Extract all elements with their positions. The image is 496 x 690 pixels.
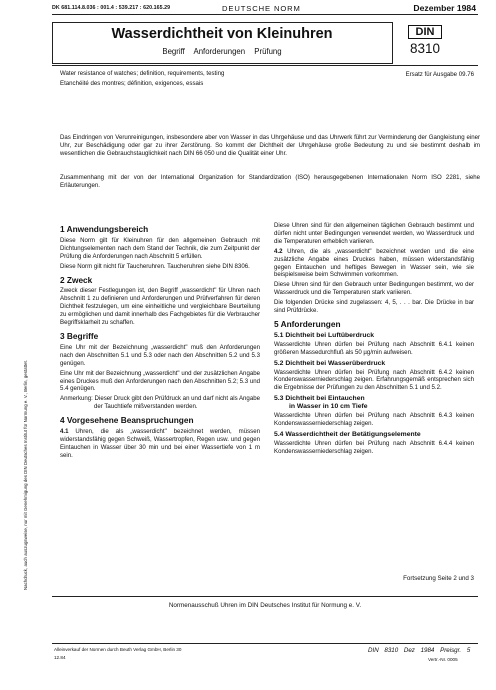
clause-text: Uhren, die als „wasserdicht" bezeichnet werden und die eine zusätzliche Angabe eines Druckes haben, müssen widerstandsfähig gegen Eintauchen und heftiges Bewegen in Wasser sein, wie sie beispielsweise beim Schwimmen vorkommen. <box>274 247 474 279</box>
section-3-heading: 3 Begriffe <box>60 330 99 341</box>
left-column <box>60 220 260 462</box>
section-1-paragraph: Diese Norm gilt für Kleinuhren für den allgemeinen Gebrauch mit Dichtungselementen nach dem Stand der Technik, die zum Zeitpunkt der Prüfung die Anforderungen nach Abschnitt 5 erfüllen. <box>60 236 260 260</box>
header-rule <box>52 14 478 15</box>
clause-text: Uhren, die als „wasserdicht" bezeichnet werden, müssen widerstandsfähig gegen Schweiß, Wassertropfen, Regen usw. und gegen Eintauchen in Wasser über 30 min und bei einer Wassertiefe von 1 m sein. <box>60 428 260 459</box>
reprint-notice: Nachdruck, auch auszugsweise, nur mit Genehmigung des DIN Deutsches Institut für Normung e. V., Berlin, gestattet. <box>23 359 28 590</box>
section-5-1-heading: 5.1 Dichtheit bei Luftüberdruck <box>274 331 375 339</box>
section-3-note: Anmerkung: Dieser Druck gibt den Prüfdruck an und darf nicht als Angabe der Tauchtiefe mißverstanden werden. <box>60 395 260 411</box>
french-title: Etanchéité des montres; définition, exigences, essais <box>60 80 204 87</box>
norm-label: DEUTSCHE NORM <box>222 4 301 13</box>
section-3-paragraph: Eine Uhr mit der Bezeichnung „wasserdicht" und der zusätzlichen Angabe eines Druckes muß den Anforderungen nach den Abschnitten 5.2; 5.3 und 5.4 genügen. <box>60 369 260 393</box>
section-5-3-heading: 5.3 Dichtheit bei Eintauchen <box>274 395 365 403</box>
committee-rule <box>52 596 478 597</box>
dk-classification: DK 681.114.8.036 : 001.4 : 539.217 : 620.165.29 <box>52 5 171 11</box>
document-reference: DIN 8310 Dez 1984 Preisgr. 5 <box>368 647 471 654</box>
document-title: Wasserdichtheit von Kleinuhren <box>111 26 333 42</box>
section-5-4-heading: 5.4 Wasserdichtheit der Betätigungselemente <box>274 430 421 438</box>
section-4-2-paragraph: Diese Uhren sind für den Gebrauch unter Bedingungen bestimmt, wo der Wasserdruck und die Temperaturen stark variieren. <box>274 281 474 297</box>
clause-number: 4.2 <box>274 247 283 255</box>
section-1-heading: 1 Anwendungsbereich <box>60 224 149 234</box>
section-4-2-paragraph <box>274 248 474 280</box>
print-code: 12.84 <box>54 655 66 660</box>
section-5-3-paragraph: Wasserdichte Uhren dürfen bei Prüfung nach Abschnitt 6.4.3 keinen Kondenswasserniederschlag zeigen. <box>274 412 474 427</box>
continuation-note: Fortsetzung Seite 2 und 3 <box>403 575 474 582</box>
section-4-heading: 4 Vorgesehene Beanspruchungen <box>60 415 194 426</box>
right-column <box>274 222 474 458</box>
section-1-paragraph: Diese Norm gilt nicht für Taucheruhren. Taucheruhren siehe DIN 8306. <box>60 262 250 270</box>
replacement-note: Ersatz für Ausgabe 09.76 <box>405 71 474 78</box>
intro-paragraph: Das Eindringen von Verunreinigungen, insbesondere aber von Wasser in das Uhrgehäuse und das Uhrwerk führt zur Verminderung der Gangleistung einer Uhr, zur Beschädigung oder gar zu ihrer Zerstörung. So kommt der Dichtheit der Uhrgehäuse große Bedeutung zu und sie bestimmt deshalb im wesentlichen die Gebrauchstauglichkeit nach DIN 66 050 und die Qualität einer Uhr. <box>60 134 480 158</box>
section-5-2-heading: 5.2 Dichtheit bei Wasserüberdruck <box>274 359 386 367</box>
section-5-1-paragraph: Wasserdichte Uhren dürfen bei Prüfung nach Abschnitt 6.4.1 keinen größeren Massedurchfluß als 50 µg/min aufweisen. <box>274 340 474 356</box>
section-4-1-continuation: Diese Uhren sind für den allgemeinen täglichen Gebrauch bestimmt und dürfen nicht unter Bedingungen verwendet werden, wo Wasserdruck und die Temperaturen erheblich variieren. <box>274 222 474 245</box>
distribution-number: Vertr.-Nr. 0005 <box>428 657 458 662</box>
section-5-2-paragraph: Wasserdichte Uhren dürfen bei Prüfung nach Abschnitt 6.4.2 keinen Kondenswasserniederschlag zeigen. Erfahrungsgemäß entsprechen sich die Ergebnisse der Prüfungen zu den Abschnitten 5.1 und 5.2. <box>274 368 474 392</box>
iso-relation-paragraph: Zusammenhang mit der von der International Organization for Standardization (ISO) herausgegebenen Internationalen Norm ISO 2281, siehe Erläuterungen. <box>60 174 480 190</box>
section-4-1-paragraph <box>60 428 260 460</box>
din-logo: DIN <box>408 25 442 39</box>
section-5-3-heading-cont: in Wasser in 10 cm Tiefe <box>289 403 368 411</box>
section-5-heading: 5 Anforderungen <box>274 318 341 329</box>
section-5-4-paragraph: Wasserdichte Uhren dürfen bei Prüfung nach Abschnitt 6.4.4 keinen Kondenswasserniederschlag zeigen. <box>274 439 474 455</box>
footer-rule <box>52 643 478 644</box>
section-4-2-paragraph: Die folgenden Drücke sind zugelassen: 4, 5, . . . bar. Die Drücke in bar sind Prüfdrücke. <box>274 299 474 315</box>
section-2-heading: 2 Zweck <box>60 274 93 285</box>
english-title: Water resistance of watches; definition, requirements, testing <box>60 70 225 77</box>
sales-notice: Alleinverkauf der Normen durch Beuth Verlag GmbH, Berlin 30 <box>54 647 182 652</box>
document-subtitle: Begriff Anforderungen Prüfung <box>162 47 282 56</box>
section-2-paragraph: Zweck dieser Festlegungen ist, den Begriff „wasserdicht" für Uhren nach Abschnitt 1 zu definieren und Anforderungen und Prüfverfahren für deren Dichtheit festzulegen, um eine einheitliche und vergleichbare Beurteilung zu ermöglichen und damit innerhalb des Fachgebietes für die Verbraucher Begriffsklarheit zu schaffen. <box>60 287 260 327</box>
din-number: 8310 <box>409 41 441 56</box>
standards-committee: Normenausschuß Uhren im DIN Deutsches Institut für Normung e. V. <box>168 602 362 609</box>
section-3-paragraph: Eine Uhr mit der Bezeichnung „wasserdicht" muß den Anforderungen nach den Abschnitten 5.1 und 5.3 oder nach den Abschnitten 5.2 und 5.3 genügen. <box>60 343 260 367</box>
title-rule <box>52 65 478 66</box>
clause-number: 4.1 <box>60 428 69 436</box>
issue-date: Dezember 1984 <box>413 3 476 13</box>
